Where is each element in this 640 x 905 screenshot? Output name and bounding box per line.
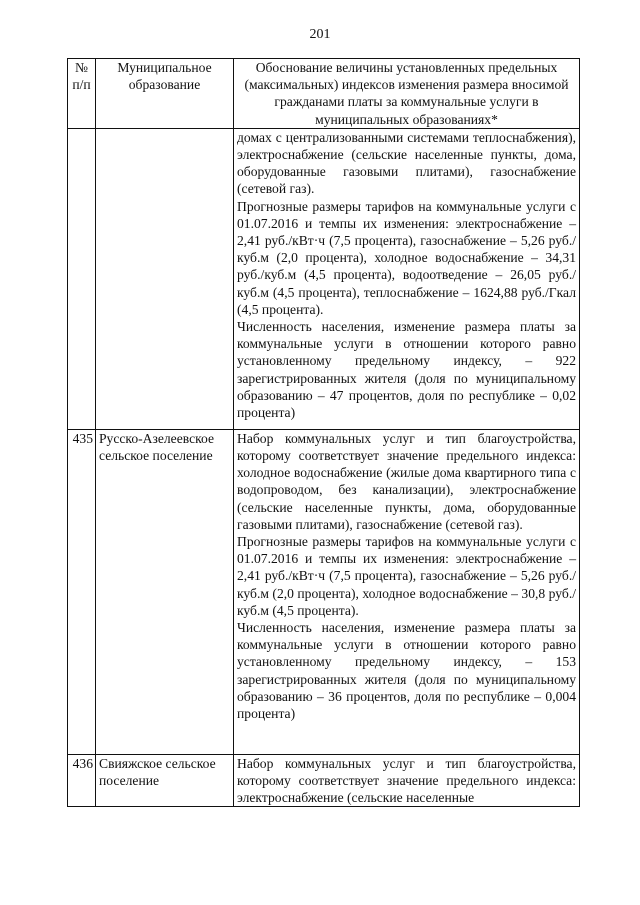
row-num: 435: [68, 429, 96, 754]
row-justification: [234, 754, 580, 807]
justification-paragraph: Набор коммунальных услуг и тип благоустройства, которому соответствует значение предельного индекса: холодное водоснабжение (жилые дома квартирного типа с водопроводом, без канализации), электроснабжение (сельские населенные пункты, дома, оборудованные газовыми плитами), газоснабжение (сетевой газ).: [237, 430, 576, 532]
row-municipality: Свияжское сельское поселение: [96, 754, 234, 807]
row-num: 436: [68, 754, 96, 807]
row-municipality: Русско-Азелеевское сельское поселение: [96, 429, 234, 754]
justification-paragraph: домах с централизованными системами теплоснабжения), электроснабжение (сельские населенные пункты, дома, оборудованные газовыми плитами), газоснабжение (сетевой газ).: [237, 129, 576, 197]
table-row: [68, 429, 580, 754]
row-justification: [234, 128, 580, 429]
row-justification: [234, 429, 580, 754]
justification-paragraph: Численность населения, изменение размера платы за коммунальные услуги в отношении которого равно установленному предельному индексу, – 153 зарегистрированных жителя (доля по муниципальному образованию – 36 процентов, доля по республике – 0,004 процента): [237, 620, 576, 722]
row-num: [68, 128, 96, 429]
header-municipality: Муниципальное образование: [96, 59, 234, 129]
table-row: [68, 128, 580, 429]
header-num: № п/п: [68, 59, 96, 129]
row-municipality: [96, 128, 234, 429]
table-header-row: [68, 59, 580, 129]
justification-paragraph: Численность населения, изменение размера платы за коммунальные услуги в отношении которого равно установленному предельному индексу, – 922 зарегистрированных жителя (доля по муниципальному образованию – 47 процентов, доля по республике – 0,02 процента): [237, 319, 576, 421]
justification-paragraph: Прогнозные размеры тарифов на коммунальные услуги с 01.07.2016 и темпы их изменения: электроснабжение – 2,41 руб./кВт·ч (7,5 процента), газоснабжение – 5,26 руб./куб.м (2,0 процента), холодное водоснабжение – 30,8 руб./куб.м (4,5 процента).: [237, 534, 576, 618]
page-number: 201: [309, 27, 331, 42]
table-row: [68, 754, 580, 807]
tariff-table: [67, 58, 580, 807]
justification-paragraph: Прогнозные размеры тарифов на коммунальные услуги с 01.07.2016 и темпы их изменения: электроснабжение – 2,41 руб./кВт·ч (7,5 процента), газоснабжение – 5,26 руб./куб.м (2,0 процента), холодное водоснабжение – 34,31 руб./куб.м (4,5 процента), водоотведение – 26,05 руб./куб.м (4,5 процента), теплоснабжение – 1624,88 руб./Гкал (4,5 процента).: [237, 198, 576, 317]
justification-paragraph: Набор коммунальных услуг и тип благоустройства, которому соответствует значение предельного индекса: электроснабжение (сельские населенные: [237, 755, 576, 806]
header-justification: Обоснование величины установленных предельных (максимальных) индексов изменения размера вносимой гражданами платы за коммунальные услуги в муниципальных образованиях*: [234, 59, 580, 129]
